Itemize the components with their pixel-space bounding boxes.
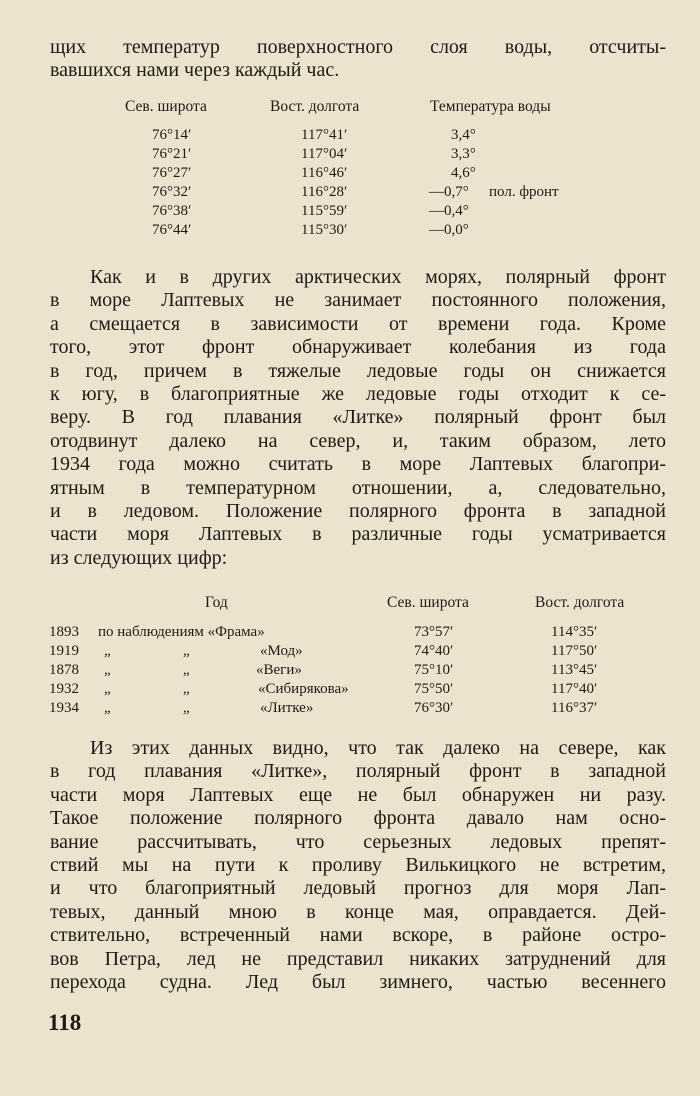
text-line: ствительно, встреченный нами вскоре, в районе остро-	[50, 924, 666, 947]
longitude-cell: 117°41′	[301, 127, 348, 143]
text-line: перехода судна. Лед был зимнего, частью весеннего	[50, 971, 666, 994]
text-line: вов Петра, лед не представил никаких затруднений для	[50, 947, 666, 970]
temperature-table	[0, 98, 700, 248]
text-line: вавшихся нами через каждый час.	[50, 59, 340, 82]
text-line: того, этот фронт обнаруживает колебания из года	[50, 336, 666, 359]
temperature-cell: 3,4°	[451, 127, 476, 143]
text-line: отодвинут далеко на север, и, таким образом, лето	[50, 429, 666, 452]
temperature-cell: 4,6°	[451, 165, 476, 181]
latitude-cell: 74°40′	[414, 643, 454, 659]
year-cell: 1932	[49, 681, 79, 697]
text-line: в море Лаптевых не занимает постоянного положения,	[50, 289, 666, 312]
ship-cell: «Мод»	[260, 643, 303, 659]
year-cell: 1878	[49, 662, 79, 678]
temperature-cell: 3,3°	[451, 146, 476, 162]
ditto-mark: „	[104, 643, 111, 659]
latitude-cell: 75°50′	[414, 681, 454, 697]
text-line: из следующих цифр:	[50, 546, 228, 569]
latitude-cell: 75°10′	[414, 662, 454, 678]
paragraph-2	[50, 266, 666, 570]
ditto-mark: „	[104, 681, 111, 697]
text-line: а смещается в зависимости от времени года. Кроме	[50, 312, 666, 335]
longitude-cell: 117°40′	[551, 681, 598, 697]
ship-cell: «Литке»	[260, 700, 314, 716]
text-line: в год, причем в тяжелые ледовые годы он снижается	[50, 359, 666, 382]
year-cell: 1919	[49, 643, 79, 659]
longitude-cell: 117°04′	[301, 146, 348, 162]
longitude-cell: 115°59′	[301, 203, 348, 219]
temperature-cell: —0,0°	[429, 222, 469, 238]
source-cell: по наблюдениям «Фрама»	[98, 624, 265, 640]
text-line: тевых, данный мною в конце мая, оправдается. Дей-	[50, 900, 666, 923]
text-line: вание рассчитывать, что серьезных ледовых препят-	[50, 830, 666, 853]
paragraph-1	[50, 36, 666, 83]
text-line: Как и в других арктических морях, полярный фронт	[90, 266, 666, 288]
text-line: в год плавания «Литке», полярный фронт в западной	[50, 760, 666, 783]
ship-cell: «Сибирякова»	[258, 681, 349, 697]
year-cell: 1893	[49, 624, 79, 640]
text-line: ствий мы на пути к проливу Вилькицкого не встретим,	[50, 854, 666, 877]
note-cell: пол. фронт	[489, 184, 559, 200]
longitude-cell: 115°30′	[301, 222, 348, 238]
year-cell: 1934	[49, 700, 79, 716]
page-number: 118	[48, 1010, 82, 1035]
text-line: щих температур поверхностного слоя воды, отсчиты-	[50, 36, 666, 58]
longitude-cell: 113°45′	[551, 662, 598, 678]
ditto-mark: „	[183, 700, 190, 716]
column-header-longitude: Вост. долгота	[270, 98, 360, 115]
ditto-mark: „	[183, 681, 190, 697]
latitude-cell: 73°57′	[414, 624, 454, 640]
paragraph-3	[50, 737, 666, 994]
ditto-mark: „	[104, 662, 111, 678]
longitude-cell: 116°37′	[551, 700, 598, 716]
column-header-latitude: Сев. широта	[125, 98, 207, 115]
text-line: Из этих данных видно, что так далеко на севере, как	[90, 737, 666, 759]
polar-front-table	[0, 594, 700, 724]
longitude-cell: 117°50′	[551, 643, 598, 659]
text-line: и что благоприятный ледовый прогноз для моря Лап-	[50, 877, 666, 900]
ship-cell: «Веги»	[256, 662, 302, 678]
ditto-mark: „	[104, 700, 111, 716]
ditto-mark: „	[183, 643, 190, 659]
ditto-mark: „	[183, 662, 190, 678]
latitude-cell: 76°14′	[152, 127, 192, 143]
column-header-latitude: Сев. широта	[387, 594, 469, 611]
temperature-cell: —0,7°	[429, 184, 469, 200]
latitude-cell: 76°44′	[152, 222, 192, 238]
latitude-cell: 76°27′	[152, 165, 192, 181]
text-line: ятным в температурном отношении, а, следовательно,	[50, 476, 666, 499]
text-line: к югу, в благоприятные же ледовые годы отходит к се-	[50, 383, 666, 406]
text-line: части моря Лаптевых в различные годы усматривается	[50, 523, 666, 546]
column-header-longitude: Вост. долгота	[535, 594, 625, 611]
latitude-cell: 76°21′	[152, 146, 192, 162]
temperature-cell: —0,4°	[429, 203, 469, 219]
longitude-cell: 116°46′	[301, 165, 348, 181]
column-header-year: Год	[205, 594, 228, 611]
text-line: Такое положение полярного фронта давало нам осно-	[50, 807, 666, 830]
latitude-cell: 76°30′	[414, 700, 454, 716]
text-line: и в ледовом. Положение полярного фронта в западной	[50, 500, 666, 523]
longitude-cell: 114°35′	[551, 624, 598, 640]
text-line: 1934 года можно считать в море Лаптевых благопри-	[50, 453, 666, 476]
latitude-cell: 76°32′	[152, 184, 192, 200]
latitude-cell: 76°38′	[152, 203, 192, 219]
longitude-cell: 116°28′	[301, 184, 348, 200]
text-line: веру. В год плавания «Литке» полярный фронт был	[50, 406, 666, 429]
column-header-temperature: Температура воды	[430, 98, 551, 115]
text-line: части моря Лаптевых еще не был обнаружен ни разу.	[50, 783, 666, 806]
